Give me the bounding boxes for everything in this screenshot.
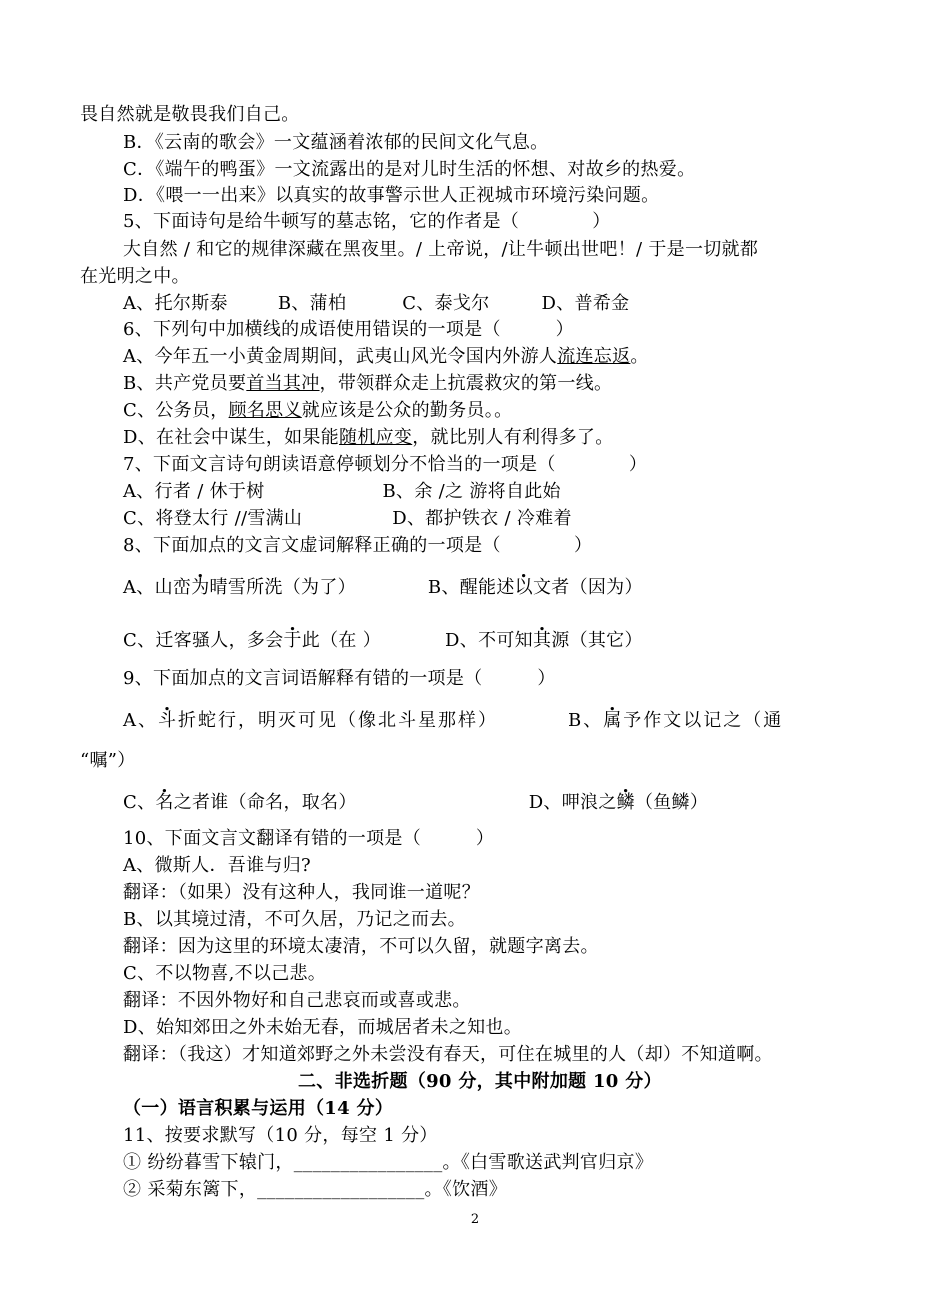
option-b: B、以其境过清，不可久居，乃记之而去。 [123, 909, 466, 930]
option-d: D、普希金 [541, 293, 630, 314]
option-c: C．《端午的鸭蛋》一文流露出的是对儿时生活的怀想、对故乡的热爱。 [123, 159, 696, 180]
question-7: 7、下面文言诗句朗读语意停顿划分不恰当的一项是（ ） [123, 454, 648, 475]
underlined-idiom: 顾名思义 [228, 400, 302, 421]
underlined-idiom: 流连忘返 [557, 346, 631, 367]
poem-text: 在光明之中。 [80, 266, 190, 287]
options-row [123, 790, 708, 816]
options-row [123, 291, 629, 317]
underlined-idiom: 首当其冲 [246, 373, 320, 394]
translation: 翻译：不因外物好和自己悲哀而或喜或悲。 [123, 990, 471, 1011]
question-10: 10、下面文言文翻译有错的一项是（ ） [123, 828, 495, 849]
option-b-continued: “嘱”） [80, 750, 136, 771]
option-c: C、泰戈尔 [402, 293, 490, 314]
option-b: B．《云南的歌会》一文蕴涵着浓郁的民间文化气息。 [123, 132, 549, 153]
option-b: B、余 /之 游将自此始 [382, 481, 561, 502]
option-d: D、在社会中谋生，如果能随机应变，就比别人有利得多了。 [123, 427, 614, 448]
option-d: D、呷浪之鳞（鱼鳞） [528, 792, 709, 813]
question-11: 11、按要求默写（10 分，每空 1 分） [123, 1125, 438, 1146]
underlined-idiom: 随机应变 [339, 427, 413, 448]
option-b: B、属予作文以记之（通 [568, 710, 784, 731]
subsection-heading: （一）语言积累与运用（14 分） [123, 1098, 394, 1119]
translation: 翻译：因为这里的环境太凄清，不可以久留，就题字离去。 [123, 936, 599, 957]
option-a: A、行者 / 休于树 [123, 481, 265, 502]
option-d: D．《喂一一出来》以真实的故事警示世人正视城市环境污染问题。 [123, 185, 660, 206]
option-b: B、共产党员要首当其冲，带领群众走上抗震救灾的第一线。 [123, 373, 613, 394]
fill-in-blank: ② 采菊东篱下，__________________。《饮酒》 [123, 1179, 508, 1200]
option-a: A、山峦为晴雪所洗（为了） [123, 577, 356, 598]
text-line: 畏自然就是敬畏我们自己。 [80, 104, 300, 125]
translation: 翻译：（我这）才知道郊野之外未尝没有春天，可住在城里的人（却）不知道啊。 [123, 1044, 773, 1065]
option-c: C、迁客骚人，多会于此（在 ） [123, 630, 382, 651]
option-d: D、都护铁衣 / 冷难着 [392, 508, 572, 529]
option-d: D、始知郊田之外未始无春，而城居者未之知也。 [123, 1017, 523, 1038]
question-8: 8、下面加点的文言文虚词解释正确的一项是（ ） [123, 535, 593, 556]
fill-in-blank: ① 纷纷暮雪下辕门，________________。《白雪歌送武判官归京》 [123, 1152, 654, 1173]
poem-text: 大自然 / 和它的规律深藏在黑夜里。/ 上帝说，/让牛顿出世吧！/ 于是一切就都 [123, 239, 759, 260]
option-b: B、醒能述以文者（因为） [427, 577, 643, 598]
option-a: A、托尔斯泰 [123, 293, 228, 314]
option-c: C、不以物喜,不以己悲。 [123, 963, 327, 984]
section-heading: 二、非选折题（90 分，其中附加题 10 分） [298, 1071, 662, 1092]
options-row [123, 628, 643, 654]
question-6: 6、下列句中加横线的成语使用错误的一项是（ ） [123, 319, 574, 340]
page-number: 2 [470, 1212, 480, 1227]
translation: 翻译：（如果）没有这种人，我同谁一道呢？ [123, 882, 480, 903]
option-a: A、今年五一小黄金周期间，武夷山风光令国内外游人流连忘返。 [123, 346, 649, 367]
option-c: C、名之者谁（命名，取名） [123, 792, 357, 813]
option-c: C、公务员，顾名思义就应该是公众的勤务员。。 [123, 400, 513, 421]
option-a: A、斗折蛇行，明灭可见（像北斗星那样） [123, 710, 498, 731]
options-row [123, 479, 561, 505]
question-5: 5、下面诗句是给牛顿写的墓志铭，它的作者是（ ） [123, 211, 611, 232]
options-row [123, 506, 572, 532]
option-d: D、不可知其源（其它） [445, 630, 643, 651]
option-c: C、将登太行 //雪满山 [123, 508, 303, 529]
option-a: A、微斯人．吾谁与归? [123, 855, 311, 876]
options-row [123, 708, 783, 734]
option-b: B、蒲柏 [277, 293, 347, 314]
question-9: 9、下面加点的文言词语解释有错的一项是（ ） [123, 668, 556, 689]
options-row [123, 575, 643, 601]
